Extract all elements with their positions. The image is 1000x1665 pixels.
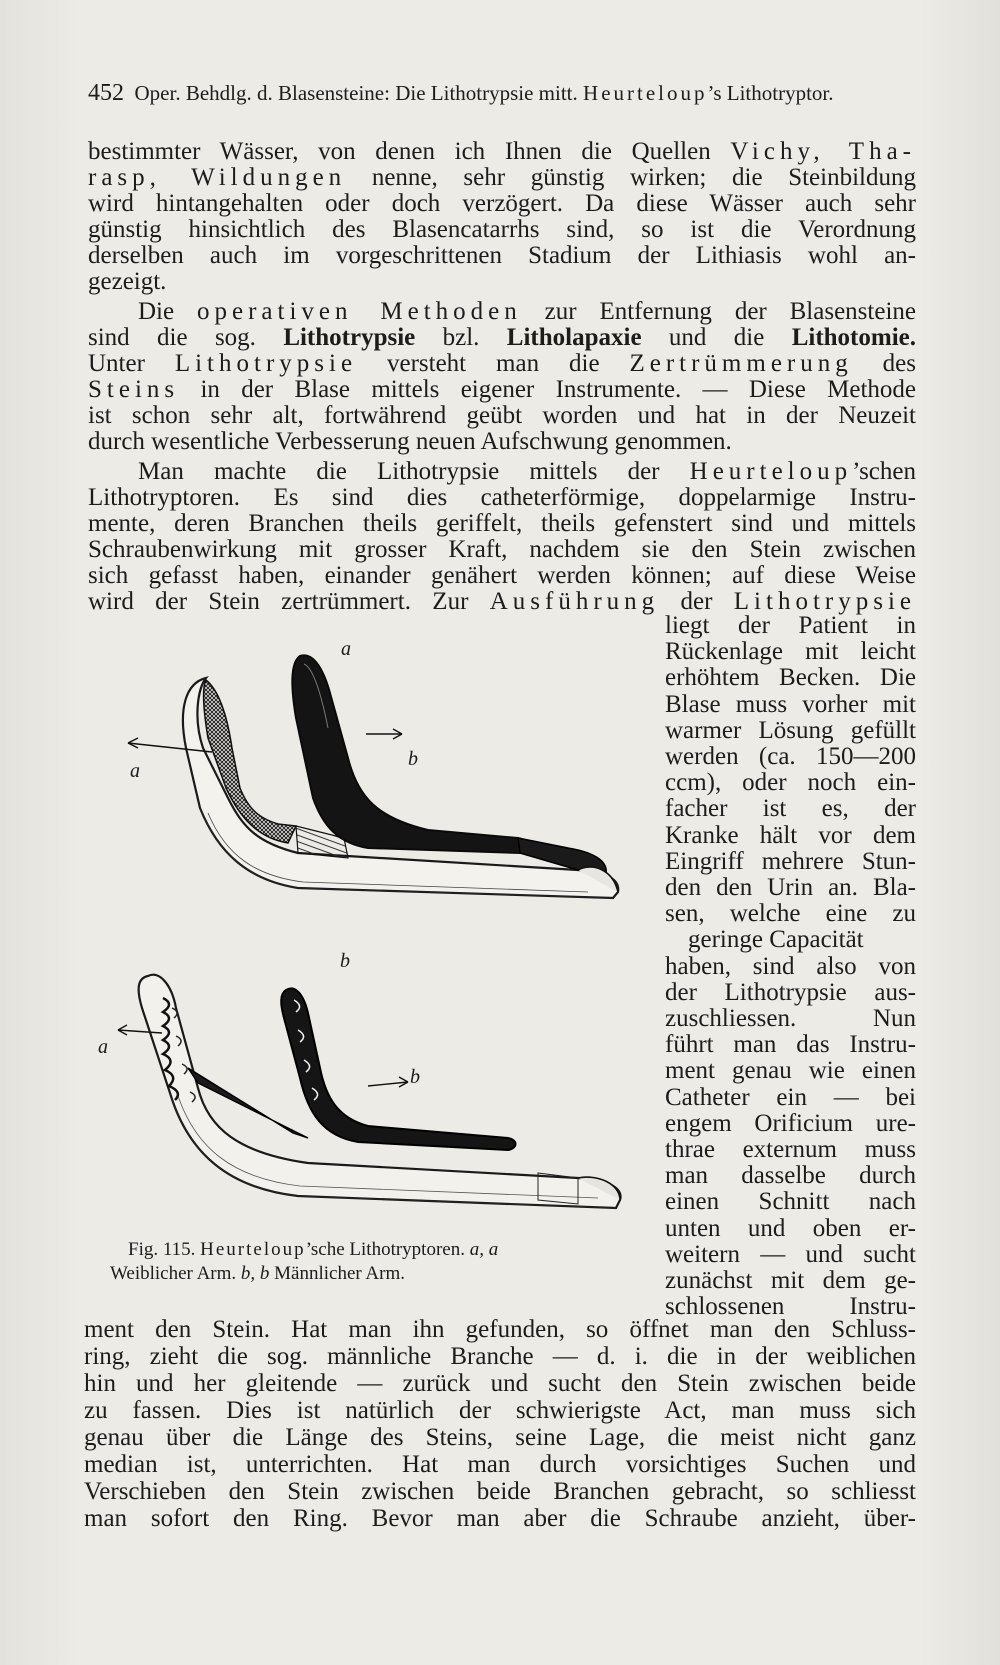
body-line-15: mente, deren Branchen theils geriffelt, theils gefenstert sind und mittels — [88, 510, 916, 537]
figure-caption-line-1: Fig. 115. Heurteloup’sche Lithotryptoren. a, a — [128, 1239, 499, 1260]
side-column-line: ccm), oder noch ein- — [665, 769, 916, 797]
arrow-label-a-lower: a — [98, 1036, 108, 1058]
side-column-line: einen Schnitt nach — [665, 1188, 916, 1216]
side-column-line: haben, sind also von — [665, 952, 916, 980]
body-line-8: sind die sog. Lithotrypsie bzl. Litholapaxie und die Lithotomie. — [88, 324, 916, 351]
side-column-line: warmer Lösung gefüllt — [665, 716, 916, 744]
arrow-label-b-upper: b — [408, 748, 418, 770]
body-line-11: ist schon sehr alt, fortwährend geübt worden und hat in der Neuzeit — [88, 402, 916, 429]
page-number: 452 — [88, 80, 124, 106]
body-line-13: Man machte die Lithotrypsie mittels der Heurteloup’schen — [138, 458, 916, 485]
tail-line: ment den Stein. Hat man ihn gefunden, so öffnet man den Schluss- — [84, 1316, 916, 1343]
body-line-3: wird hintangehalten oder doch verzögert. Da diese Wässer auch sehr — [88, 190, 916, 217]
side-column-line: engem Orificium ure- — [665, 1109, 916, 1137]
body-line-10: Steins in der Blase mittels eigener Instrumente. — Diese Methode — [88, 376, 916, 403]
figure-label-b: b — [340, 950, 350, 972]
figure-caption-line-2: Weiblicher Arm. b, b Männlicher Arm. — [110, 1263, 406, 1284]
side-column-line: zunächst mit dem ge- — [665, 1267, 916, 1294]
upper-instrument — [128, 655, 618, 898]
side-column-line: geringe Capacität — [688, 926, 864, 954]
tail-line: zu fassen. Dies ist natürlich der schwierigste Act, man muss sich — [84, 1397, 916, 1424]
tail-line: median ist, unterrichten. Hat man durch vorsichtiges Suchen und — [84, 1451, 916, 1478]
side-column-line: facher ist es, der — [665, 795, 916, 823]
side-column-line: man dasselbe durch — [665, 1162, 916, 1190]
side-column-line: den den Urin an. Bla- — [665, 874, 916, 901]
side-column-line: liegt der Patient in — [665, 612, 916, 639]
side-column-line: Blase muss vorher mit — [665, 690, 916, 718]
figure-115 — [98, 638, 668, 1248]
side-column-line: führt man das Instru- — [665, 1031, 916, 1059]
tail-line: ring, zieht die sog. männliche Branche — d. i. die in der weiblichen — [84, 1343, 916, 1370]
side-column-line: werden (ca. 150—200 — [665, 743, 916, 770]
arrow-label-a-upper: a — [130, 760, 140, 782]
figure-label-a: a — [341, 638, 351, 660]
body-line-2: rasp, Wildungen nenne, sehr günstig wirken; die Steinbildung — [88, 164, 916, 191]
lithotryptor-illustration — [108, 648, 668, 1248]
body-line-12: durch wesentliche Verbesserung neuen Aufschwung genommen. — [88, 428, 732, 455]
body-line-4: günstig hinsichtlich des Blasencatarrhs sind, so ist die Verordnung — [88, 216, 916, 243]
side-column-line: sen, welche eine zu — [665, 900, 916, 928]
body-line-17: sich gefasst haben, einander genähert werden können; auf diese Weise — [88, 562, 916, 589]
body-line-7: Die operativen Methoden zur Entfernung der Blasensteine — [138, 298, 916, 325]
side-column-line: Kranke hält vor dem — [665, 821, 916, 849]
running-title-end: ’s Lithotryptor. — [707, 81, 834, 105]
side-column-line: Rückenlage mit leicht — [665, 638, 916, 666]
side-column-line: der Lithotrypsie aus- — [665, 978, 916, 1006]
side-column-line: Catheter ein — bei — [665, 1083, 916, 1111]
tail-line: genau über die Länge des Steins, seine Lage, die meist nicht ganz — [84, 1424, 916, 1451]
side-column-line: Eingriff mehrere Stun- — [665, 847, 916, 875]
running-title: Oper. Behdlg. d. Blasensteine: Die Lithotrypsie mitt. — [134, 81, 584, 105]
running-header — [88, 80, 916, 107]
body-line-9: Unter Lithotrypsie versteht man die Zertrümmerung des — [88, 350, 916, 377]
side-column-line: erhöhtem Becken. Die — [665, 664, 916, 692]
tail-line: hin und her gleitende — zurück und sucht den Stein zwischen beide — [84, 1370, 916, 1397]
body-line-6: gezeigt. — [88, 268, 167, 295]
body-line-14: Lithotryptoren. Es sind dies catheterförmige, doppelarmige Instru- — [88, 484, 916, 511]
body-line-16: Schraubenwirkung mit grosser Kraft, nachdem sie den Stein zwischen — [88, 536, 916, 563]
body-line-1: bestimmter Wässer, von denen ich Ihnen die Quellen Vichy, Tha- — [88, 138, 916, 165]
tail-line: Verschieben den Stein zwischen beide Branchen gebracht, so schliesst — [84, 1478, 916, 1505]
side-column-line: thrae externum muss — [665, 1136, 916, 1163]
tail-line: man sofort den Ring. Bevor man aber die Schraube anzieht, über- — [84, 1505, 916, 1532]
body-line-18: wird der Stein zertrümmert. Zur Ausführung der Lithotrypsie — [88, 588, 916, 615]
body-line-5: derselben auch im vorgeschrittenen Stadium der Lithiasis wohl an- — [88, 242, 916, 269]
side-column-line: unten und oben er- — [665, 1214, 916, 1242]
side-column-line: schlossenen Instru- — [665, 1293, 916, 1321]
arrow-label-b-lower: b — [410, 1066, 420, 1088]
side-column-line: ment genau wie einen — [665, 1057, 916, 1085]
lower-instrument — [118, 975, 621, 1208]
running-title-name: Heurteloup — [583, 81, 708, 105]
side-column-line: zuschliessen. Nun — [665, 1005, 916, 1032]
side-column-line: weitern — und sucht — [665, 1240, 916, 1268]
